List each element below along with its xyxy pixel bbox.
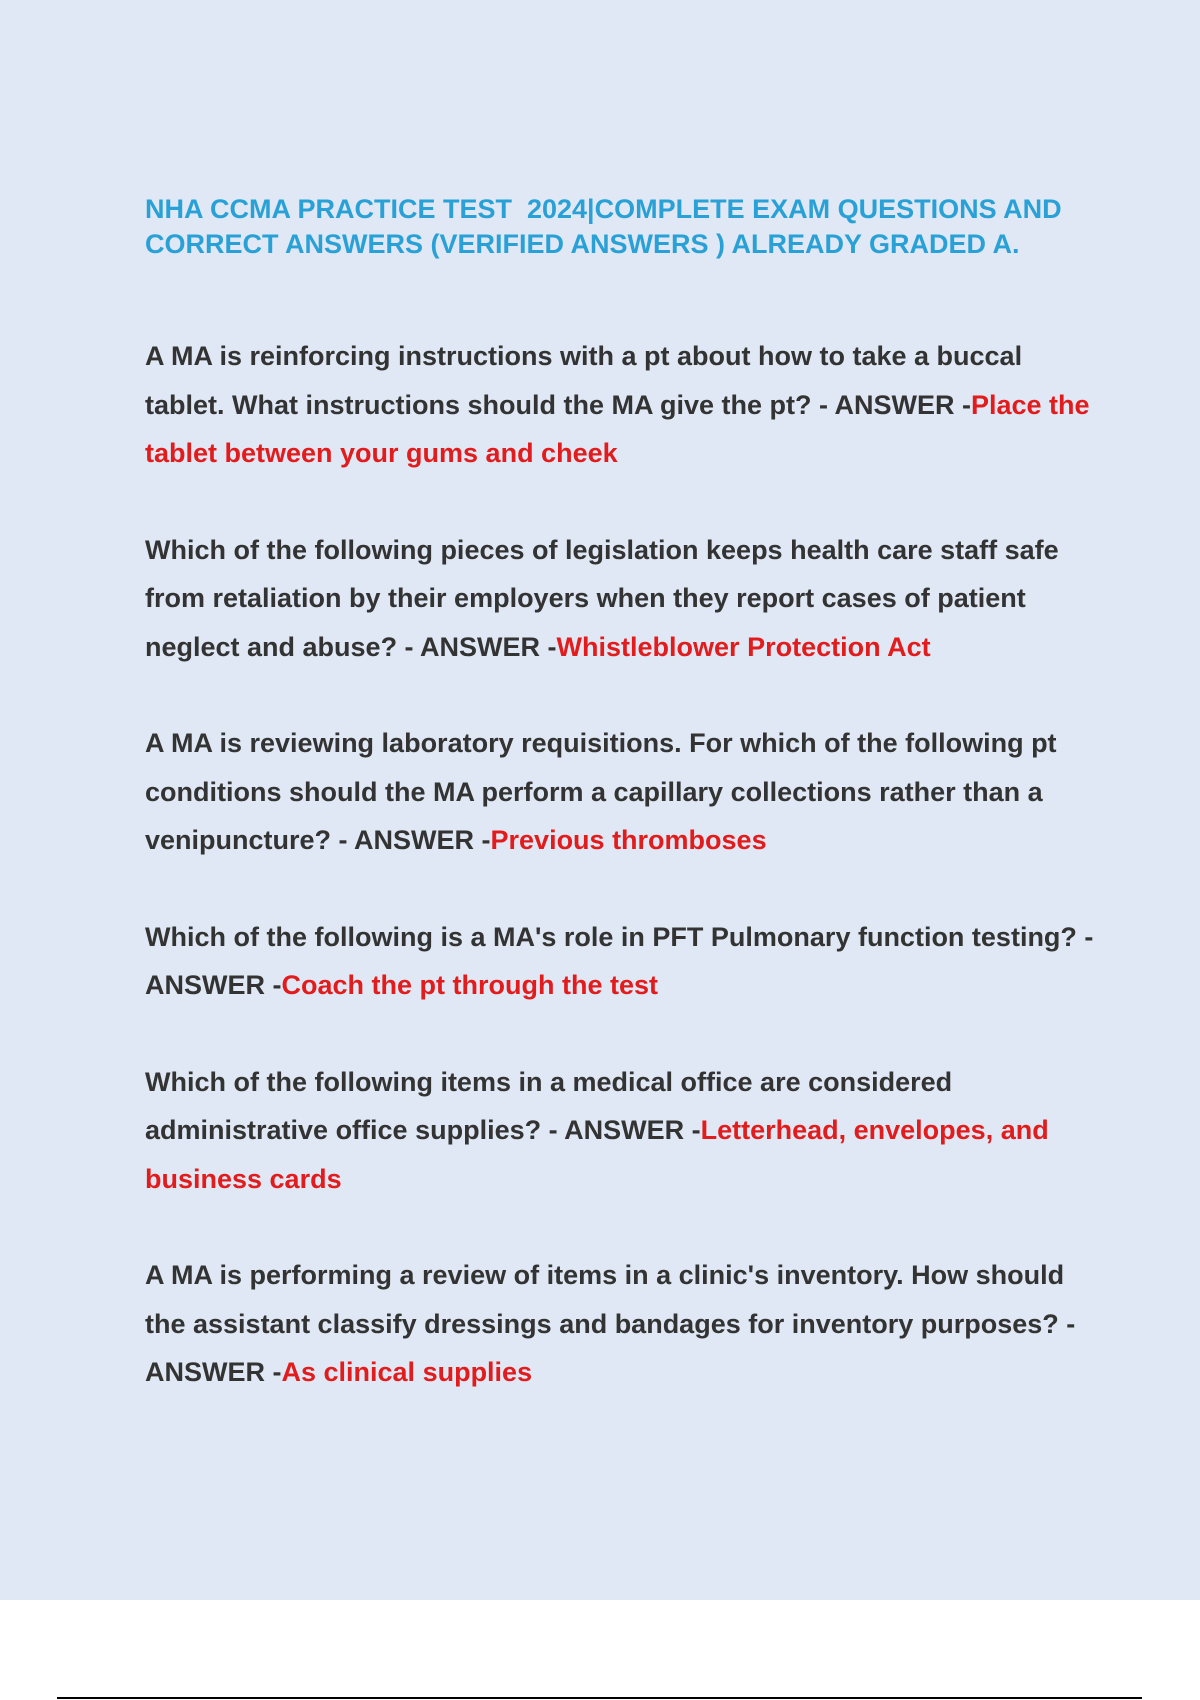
question-text: Which of the following pieces of legislation keeps health care staff safe from retaliation by their employers when they report cases of patient neglect and abuse? - ANSWER -	[145, 534, 1059, 662]
answer-text: As clinical supplies	[281, 1357, 533, 1387]
footer-divider	[57, 1697, 1142, 1699]
answer-text: Previous thromboses	[490, 825, 767, 855]
qa-item-2	[145, 526, 1105, 672]
document-title: NHA CCMA PRACTICE TEST 2024|COMPLETE EXAM QUESTIONS AND CORRECT ANSWERS (VERIFIED ANSWERS ) ALREADY GRADED A.	[145, 194, 1070, 259]
question-text: A MA is reviewing laboratory requisitions. For which of the following pt conditions should the MA perform a capillary collections rather than a venipuncture? - ANSWER -	[145, 728, 1057, 855]
qa-item-5	[145, 1058, 1105, 1204]
qa-item-4	[145, 913, 1105, 1010]
question-text: A MA is performing a review of items in a clinic's inventory. How should the assistant classify dressings and bandages for inventory purposes? - ANSWER -	[145, 1260, 1076, 1387]
qa-item-1	[145, 332, 1105, 478]
question-text: Which of the following is a MA's role in PFT Pulmonary function testing? - ANSWER -	[145, 921, 1094, 1000]
question-text: A MA is reinforcing instructions with a pt about how to take a buccal tablet. What instructions should the MA give the pt? - ANSWER -	[145, 341, 1023, 420]
answer-text: Whistleblower Protection Act	[556, 631, 931, 662]
qa-item-6	[145, 1251, 1105, 1397]
answer-text: Coach the pt through the test	[281, 970, 658, 1000]
answer-text: Letterhead, envelopes, and business cards	[145, 1115, 1049, 1194]
qa-item-3	[145, 719, 1105, 865]
question-text: Which of the following items in a medical office are considered administrative office supplies? - ANSWER -	[145, 1066, 953, 1145]
answer-text: Place the tablet between your gums and cheek	[145, 389, 1090, 468]
document-content	[145, 192, 1105, 1445]
